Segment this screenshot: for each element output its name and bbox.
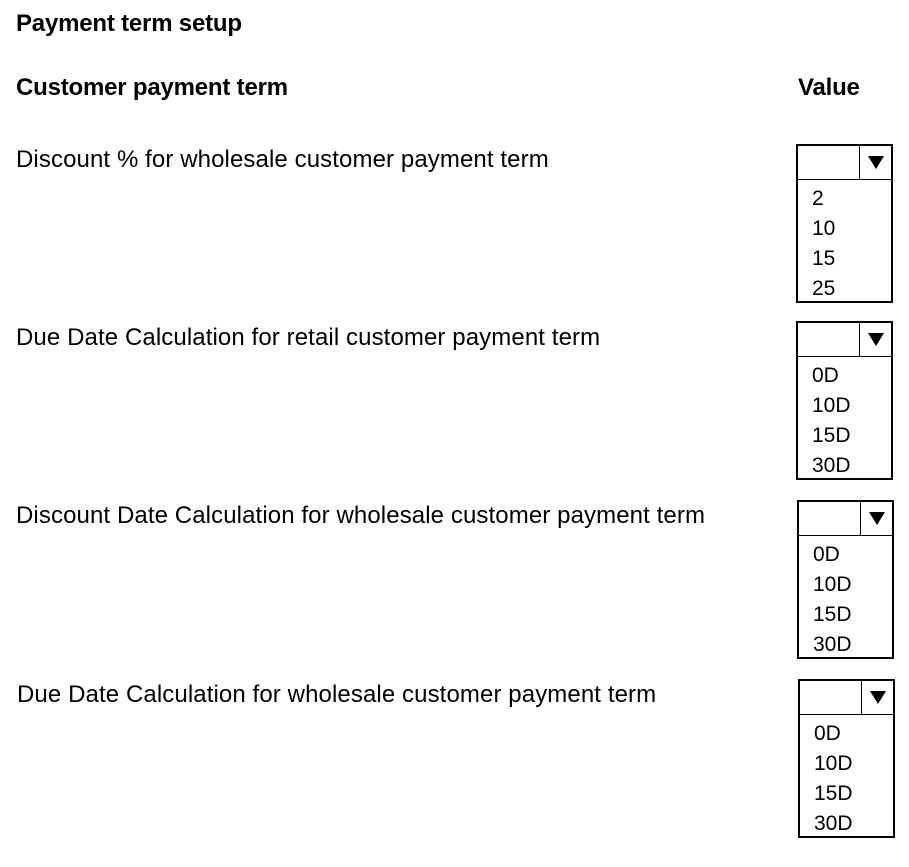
dropdown-option[interactable]: 10D	[814, 752, 853, 775]
dropdown-option[interactable]: 30D	[812, 454, 851, 477]
dropdown-option[interactable]: 2	[812, 187, 824, 210]
dropdown-option-list	[799, 536, 892, 657]
dropdown-header[interactable]	[798, 323, 891, 357]
dropdown-option[interactable]: 10D	[813, 573, 852, 596]
dropdown-selected-value[interactable]	[798, 323, 860, 356]
dropdown-option[interactable]: 15	[812, 247, 836, 270]
dropdown-option-list	[800, 715, 893, 836]
dropdown-option[interactable]: 30D	[813, 633, 852, 656]
row-label-discount-percent-wholesale: Discount % for wholesale customer payment term	[16, 146, 549, 173]
dropdown-option[interactable]: 10	[812, 217, 836, 240]
dropdown-option[interactable]: 0D	[814, 722, 841, 745]
dropdown-header[interactable]	[800, 681, 893, 715]
dropdown-toggle-button[interactable]	[860, 323, 891, 356]
triangle-down-icon	[869, 512, 885, 525]
triangle-down-icon	[868, 333, 884, 346]
row-label-due-date-retail: Due Date Calculation for retail customer payment term	[16, 324, 601, 351]
dropdown-due-date-wholesale[interactable]	[798, 679, 895, 838]
dropdown-selected-value[interactable]	[799, 502, 861, 535]
dropdown-toggle-button[interactable]	[860, 146, 891, 179]
triangle-down-icon	[868, 156, 884, 169]
dropdown-option[interactable]: 25	[812, 277, 836, 300]
dropdown-option[interactable]: 15D	[814, 782, 853, 805]
dropdown-header[interactable]	[799, 502, 892, 536]
dropdown-toggle-button[interactable]	[862, 681, 893, 714]
dropdown-option[interactable]: 30D	[814, 812, 853, 835]
row-label-discount-date-wholesale: Discount Date Calculation for wholesale customer payment term	[16, 502, 706, 529]
dropdown-selected-value[interactable]	[800, 681, 862, 714]
dropdown-option[interactable]: 0D	[812, 364, 839, 387]
page-title: Payment term setup	[16, 10, 242, 37]
column-header-term: Customer payment term	[16, 74, 288, 101]
dropdown-option-list	[798, 357, 891, 478]
dropdown-discount-percent-wholesale[interactable]	[796, 144, 893, 303]
dropdown-option[interactable]: 15D	[813, 603, 852, 626]
column-header-value: Value	[798, 74, 860, 101]
row-label-due-date-wholesale: Due Date Calculation for wholesale customer payment term	[17, 681, 657, 708]
dropdown-selected-value[interactable]	[798, 146, 860, 179]
dropdown-discount-date-wholesale[interactable]	[797, 500, 894, 659]
dropdown-option[interactable]: 15D	[812, 424, 851, 447]
dropdown-option[interactable]: 10D	[812, 394, 851, 417]
dropdown-header[interactable]	[798, 146, 891, 180]
dropdown-option[interactable]: 0D	[813, 543, 840, 566]
dropdown-toggle-button[interactable]	[861, 502, 892, 535]
dropdown-due-date-retail[interactable]	[796, 321, 893, 480]
dropdown-option-list	[798, 180, 891, 301]
triangle-down-icon	[870, 691, 886, 704]
